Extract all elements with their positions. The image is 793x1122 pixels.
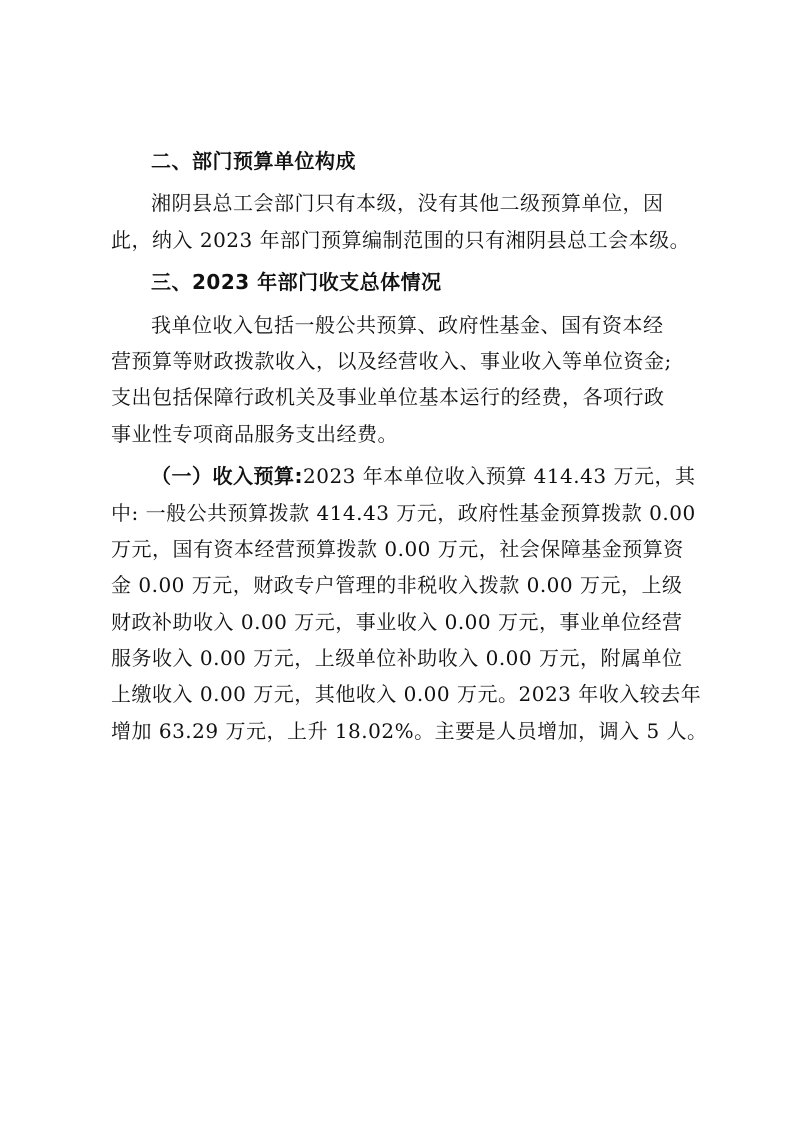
paragraph-line: 万元，国有资本经营预算拨款 0.00 万元，社会保障基金预算资 — [111, 536, 684, 561]
paragraph-line: 我单位收入包括一般公共预算、政府性基金、国有资本经 — [151, 312, 664, 337]
income-budget-first-line — [111, 458, 696, 494]
paragraph-line: 增加 63.29 万元，上升 18.02%。主要是人员增加，调入 5 人。 — [111, 718, 708, 743]
paragraph-line: 金 0.00 万元，财政专户管理的非税收入拨款 0.00 万元，上级 — [111, 573, 683, 598]
paragraph-line: 营预算等财政拨款收入，以及经营收入、事业收入等单位资金; — [111, 348, 672, 373]
income-budget-first-line-text: 2023 年本单位收入预算 414.43 万元，其 — [303, 464, 696, 489]
income-budget-lead: （一）收入预算: — [151, 464, 303, 489]
paragraph-line: 事业性专项商品服务支出经费。 — [111, 421, 398, 446]
paragraph-line: 湘阴县总工会部门只有本级，没有其他二级预算单位，因 — [151, 191, 664, 216]
paragraph-line: 服务收入 0.00 万元，上级单位补助收入 0.00 万元，附属单位 — [111, 646, 683, 671]
paragraph-line: 上缴收入 0.00 万元，其他收入 0.00 万元。2023 年收入较去年 — [111, 682, 702, 707]
paragraph-line: 中: 一般公共预算拨款 414.43 万元，政府性基金预算拨款 0.00 — [111, 500, 696, 525]
paragraph-line: 支出包括保障行政机关及事业单位基本运行的经费，各项行政 — [111, 385, 665, 410]
paragraph-line: 此，纳入 2023 年部门预算编制范围的只有湘阴县总工会本级。 — [111, 227, 691, 252]
section-heading-budget-units: 二、部门预算单位构成 — [151, 149, 356, 173]
paragraph-line: 财政补助收入 0.00 万元，事业收入 0.00 万元，事业单位经营 — [111, 609, 683, 634]
section-heading-overall-revenue-expenditure: 三、2023 年部门收支总体情况 — [151, 270, 442, 295]
document-body — [111, 143, 708, 749]
